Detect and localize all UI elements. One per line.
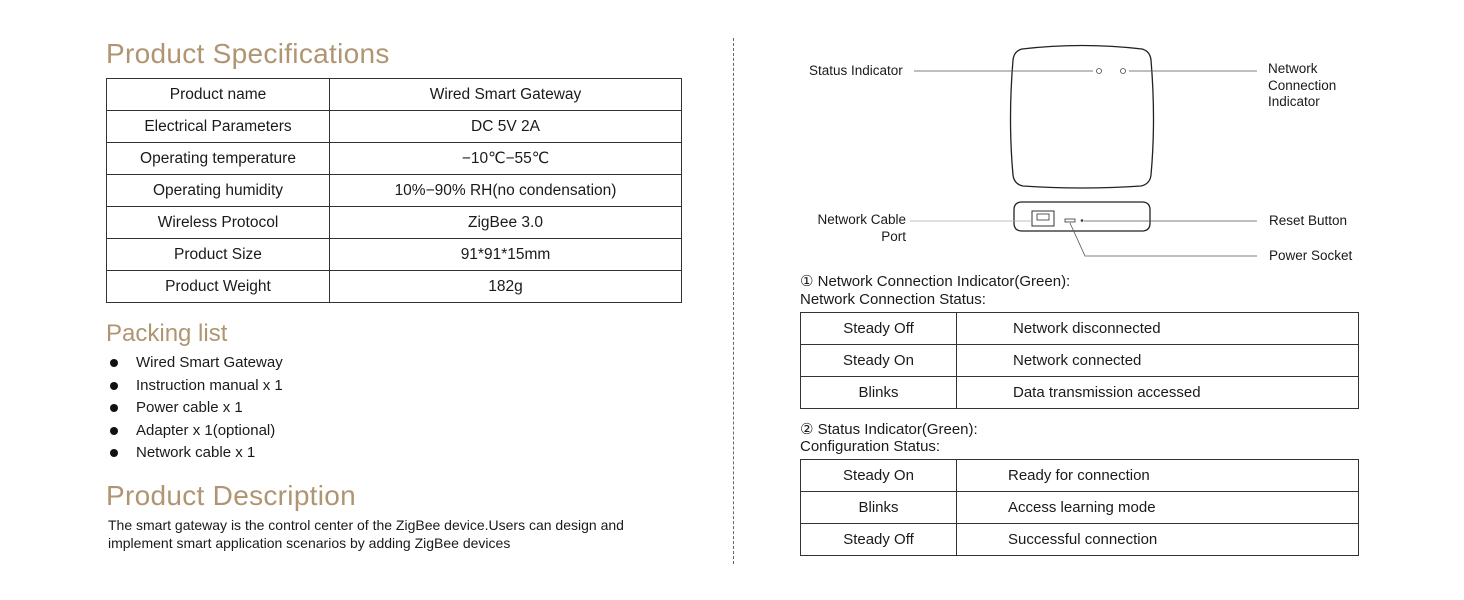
meaning-cell: Successful connection	[957, 524, 1359, 556]
spec-label: Product Weight	[107, 271, 330, 303]
spec-label: Operating humidity	[107, 175, 330, 207]
spec-table	[106, 78, 682, 303]
bullet-icon	[110, 404, 118, 412]
description-title: Product Description	[106, 480, 357, 511]
reset-button-label: Reset Button	[1269, 213, 1348, 228]
table-row	[801, 377, 1359, 409]
network-status-table	[800, 312, 1359, 409]
spec-value: Wired Smart Gateway	[330, 79, 682, 111]
spec-value: 10%−90% RH(no condensation)	[330, 175, 682, 207]
state-cell: Blinks	[801, 377, 957, 409]
meaning-cell: Access learning mode	[957, 492, 1359, 524]
spec-label: Product Size	[107, 239, 330, 271]
state-cell: Blinks	[801, 492, 957, 524]
list-item	[108, 352, 283, 375]
status-indicator-label: Status Indicator	[809, 63, 903, 78]
state-cell: Steady On	[801, 460, 957, 492]
network-indicator-label: Network Connection Indicator	[1268, 61, 1337, 109]
packing-item-label: Instruction manual x 1	[136, 376, 283, 394]
spec-label: Product name	[107, 79, 330, 111]
table-row	[107, 207, 682, 239]
state-cell: Steady On	[801, 345, 957, 377]
packing-item-label: Adapter x 1(optional)	[136, 421, 276, 439]
table-row	[107, 143, 682, 175]
table-row	[107, 271, 682, 303]
bullet-icon	[110, 427, 118, 435]
table-row	[801, 492, 1359, 524]
network-led-icon	[1121, 69, 1126, 74]
state-cell: Steady Off	[801, 524, 957, 556]
status-led-icon	[1097, 69, 1102, 74]
device-side-view	[1014, 202, 1150, 231]
network-section-subheading: Network Connection Status:	[800, 291, 986, 308]
device-top-view	[1011, 46, 1154, 189]
bullet-icon	[110, 449, 118, 457]
column-divider	[733, 38, 734, 564]
spec-value: 182g	[330, 271, 682, 303]
status-section-subheading: Configuration Status:	[800, 438, 941, 455]
packing-list	[108, 352, 283, 465]
power-socket-icon	[1065, 219, 1075, 222]
power-socket-label: Power Socket	[1269, 248, 1353, 263]
spec-value: DC 5V 2A	[330, 111, 682, 143]
table-row	[801, 345, 1359, 377]
packing-title: Packing list	[106, 320, 228, 347]
meaning-cell: Ready for connection	[957, 460, 1359, 492]
table-row	[107, 239, 682, 271]
table-row	[107, 79, 682, 111]
table-row	[801, 313, 1359, 345]
status-section-heading: ② Status Indicator(Green):	[800, 421, 978, 438]
ethernet-port-icon	[1032, 211, 1054, 226]
spec-label: Electrical Parameters	[107, 111, 330, 143]
packing-item-label: Wired Smart Gateway	[136, 354, 283, 371]
meaning-cell: Network connected	[957, 345, 1359, 377]
list-item	[108, 375, 283, 398]
table-row	[107, 175, 682, 207]
description-text: The smart gateway is the control center of the ZigBee device.Users can design and implement smart application scenarios by adding ZigBee devices	[108, 517, 624, 551]
spec-label: Wireless Protocol	[107, 207, 330, 239]
table-row	[107, 111, 682, 143]
list-item	[108, 397, 283, 420]
list-item	[108, 420, 283, 443]
list-item	[108, 442, 283, 465]
reset-button-icon	[1081, 219, 1084, 222]
bullet-icon	[110, 382, 118, 390]
spec-value: ZigBee 3.0	[330, 207, 682, 239]
network-section-heading: ① Network Connection Indicator(Green):	[800, 273, 1071, 290]
spec-label: Operating temperature	[107, 143, 330, 175]
configuration-status-table	[800, 459, 1359, 556]
table-row	[801, 460, 1359, 492]
meaning-cell: Data transmission accessed	[957, 377, 1359, 409]
spec-value: −10℃−55℃	[330, 143, 682, 175]
state-cell: Steady Off	[801, 313, 957, 345]
spec-value: 91*91*15mm	[330, 239, 682, 271]
bullet-icon	[110, 359, 118, 367]
meaning-cell: Network disconnected	[957, 313, 1359, 345]
packing-item-label: Power cable x 1	[136, 399, 243, 416]
spec-title: Product Specifications	[106, 38, 390, 69]
table-row	[801, 524, 1359, 556]
packing-item-label: Network cable x 1	[136, 444, 256, 461]
network-cable-port-label: Network Cable Port	[817, 212, 906, 244]
